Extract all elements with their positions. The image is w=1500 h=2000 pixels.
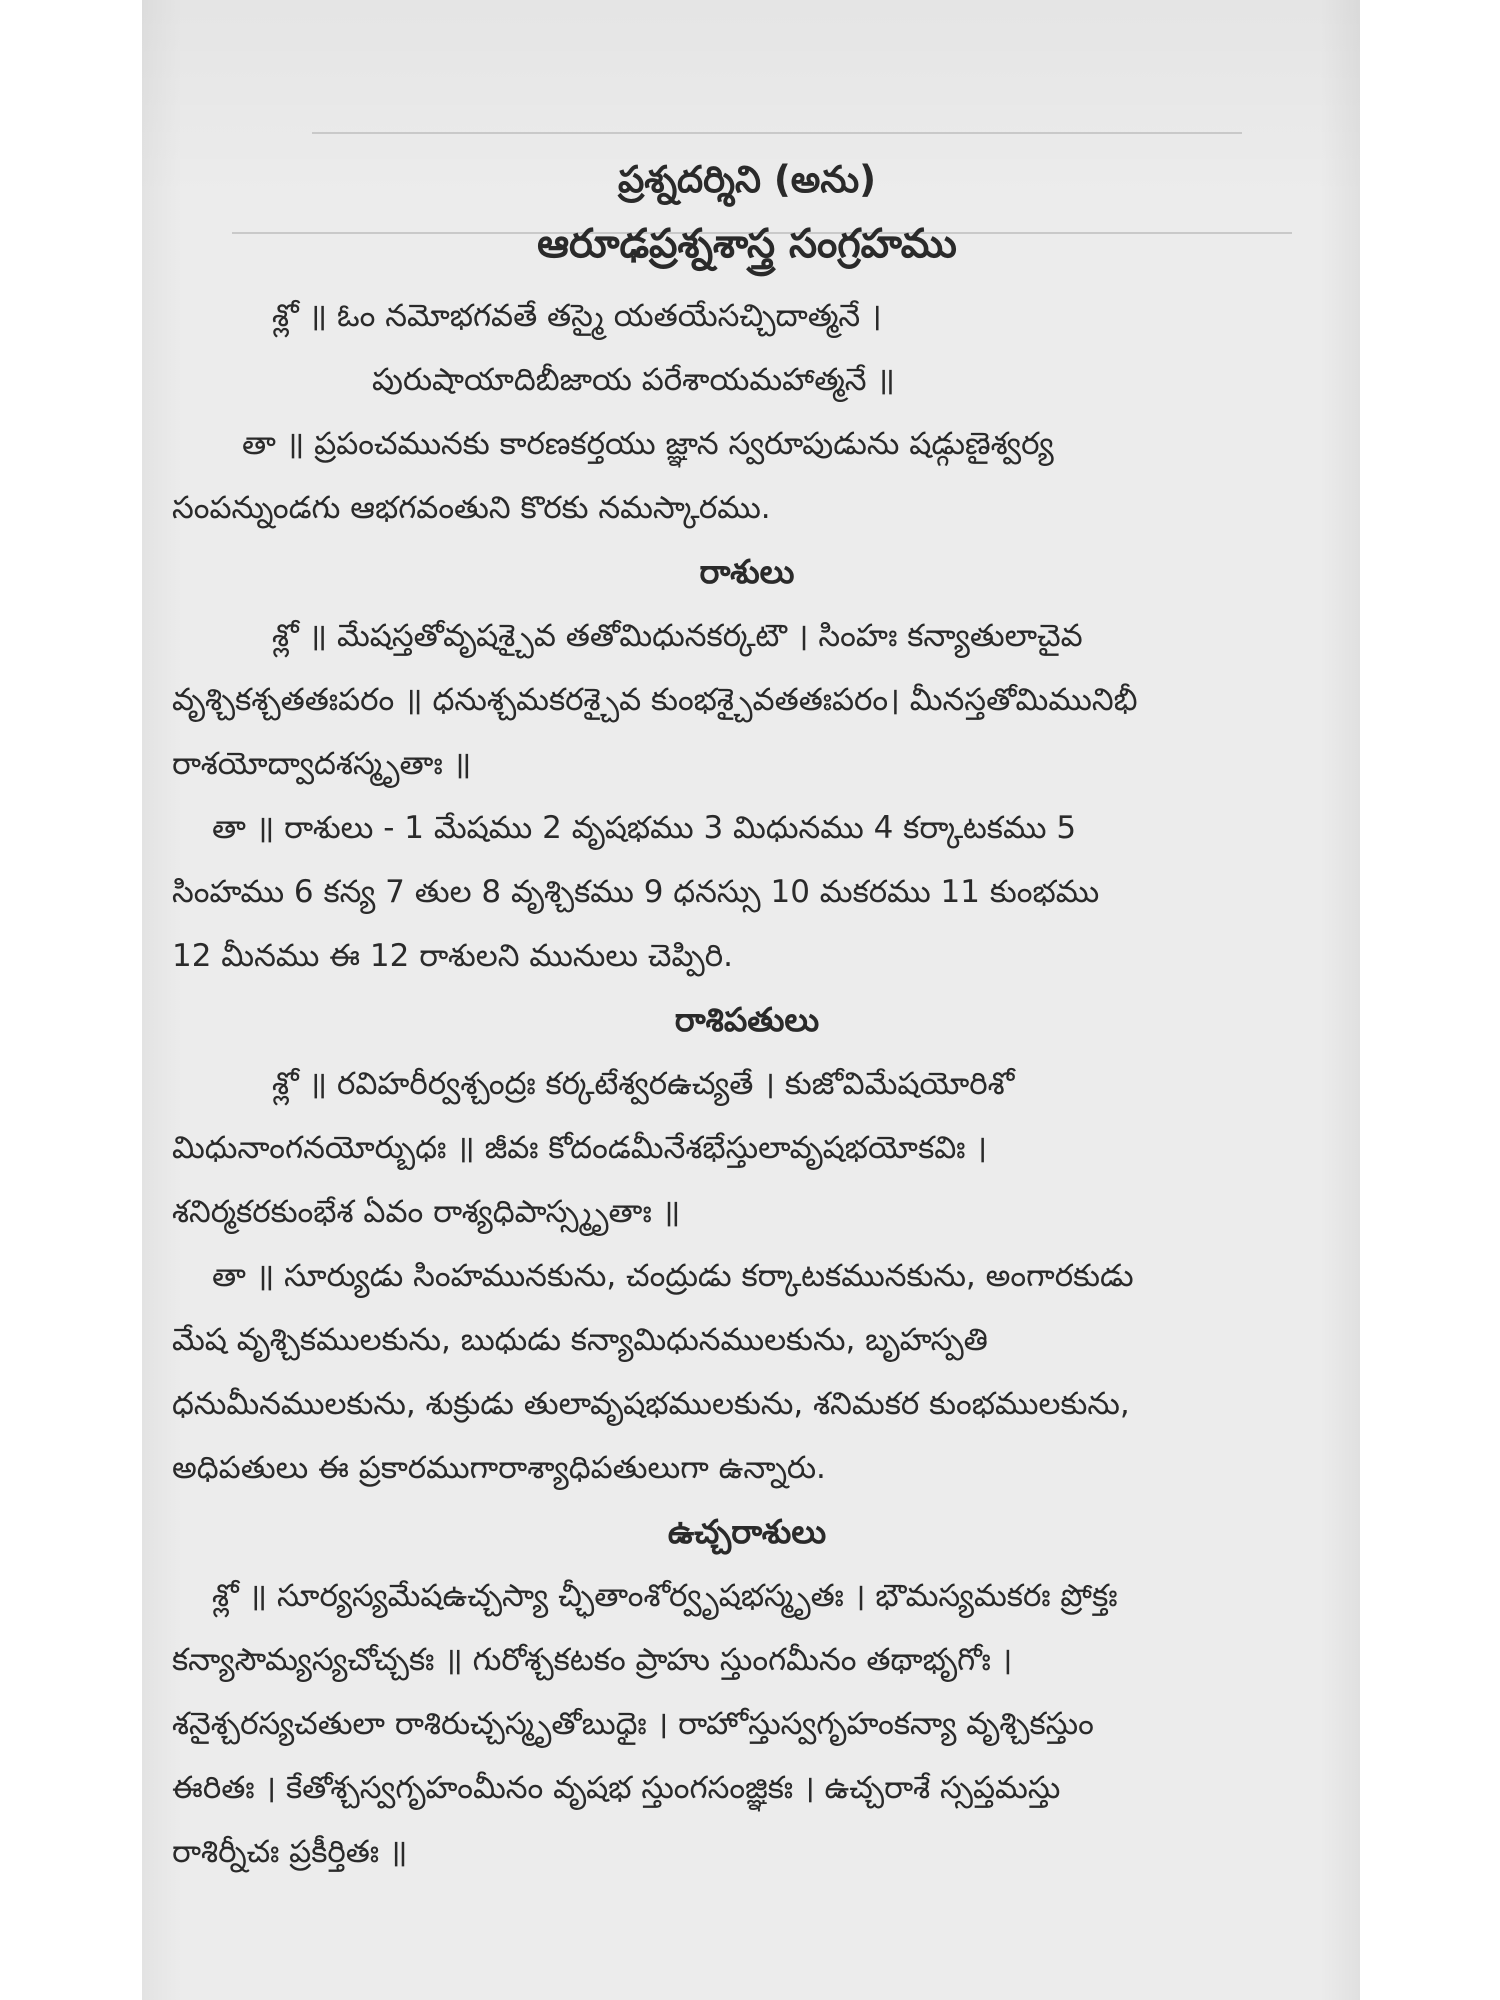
- rashulu-meaning-line: సింహము 6 కన్య 7 తుల 8 వృశ్చికము 9 ధనస్సు 10 మకరము 11 కుంభము: [172, 874, 1100, 910]
- uchcharashulu-shloka-line: రాశిర్నీచః ప్రకీర్తితః ॥: [172, 1834, 408, 1870]
- rashulu-shloka-line: రాశయోద్వాదశస్మృతాః ॥: [172, 746, 472, 782]
- section-heading-rashulu: రాశులు: [699, 552, 795, 591]
- rashulu-shloka-line: వృశ్చికశ్చతతఃపరం ॥ ధనుశ్చమకరశ్చైవ కుంభశ్చైవతతఃపరం। మీనస్తతోమిమునిభీ: [172, 682, 1138, 718]
- section-heading-rashipatulu: రాశిపతులు: [674, 1000, 820, 1039]
- page-content: [172, 150, 1322, 1884]
- uchcharashulu-shloka-line: ఈరితః । కేతోశ్చస్వగృహంమీనం వృషభ స్తుంగసంజ్ఞికః । ఉచ్చరాశే స్సప్తమస్తు: [172, 1770, 1061, 1806]
- uchcharashulu-shloka-line: కన్యాసౌమ్యస్యచోచ్చకః ॥ గురోశ్చకటకం ప్రాహు స్తుంగమీనం తథాభృగోః ।: [172, 1642, 1013, 1678]
- rashipatulu-meaning-line: అధిపతులు ఈ ప్రకారముగారాశ్యాధిపతులుగా ఉన్నారు.: [172, 1450, 826, 1486]
- invocation-shloka-line: శ్లో ॥ ఓం నమోభగవతే తస్మై యతయేసచ్చిదాత్మనే ।: [272, 298, 882, 334]
- rashipatulu-shloka-line: మిధునాంగనయోర్బుధః ॥ జీవః కోదండమీనేశభేస్తులావృషభయోకవిః ।: [172, 1130, 988, 1166]
- uchcharashulu-section: [172, 1500, 1322, 1884]
- invocation-meaning-line: సంపన్నుండగు ఆభగవంతుని కొరకు నమస్కారము.: [172, 490, 771, 526]
- rashulu-meaning-line: 12 మీనము ఈ 12 రాశులని మునులు చెప్పిరి.: [172, 938, 733, 974]
- rashulu-section: [172, 540, 1322, 988]
- page-title: ప్రశ్నదర్శిని (అను): [617, 158, 877, 201]
- rashulu-shloka-line: శ్లో ॥ మేషస్తతోవృషశ్చైవ తతోమిధునకర్కటౌ । సింహః కన్యాతులాచైవ: [272, 618, 1083, 654]
- rashipatulu-meaning-line: ధనుమీనములకును, శుక్రుడు తులావృషభములకును, శనిమకర కుంభములకును,: [172, 1386, 1130, 1422]
- page-subtitle: ఆరూఢప్రశ్నశాస్త్ర సంగ్రహము: [537, 221, 957, 267]
- rashulu-meaning-line: తా ॥ రాశులు - 1 మేషము 2 వృషభము 3 మిధునము 4 కర్కాటకము 5: [212, 810, 1077, 846]
- invocation-section: [172, 284, 1322, 540]
- rashipatulu-section: [172, 988, 1322, 1500]
- rashipatulu-shloka-line: శనిర్మకరకుంభేశ ఏవం రాశ్యధిపాస్స్మృతాః ॥: [172, 1194, 681, 1230]
- uchcharashulu-shloka-line: శ్లో ॥ సూర్యస్యమేషఉచ్చస్యా చ్ఛీతాంశోర్వృషభస్మృతః । భౌమస్యమకరః ప్రోక్తః: [212, 1578, 1118, 1614]
- rashipatulu-meaning-line: తా ॥ సూర్యుడు సింహమునకును, చంద్రుడు కర్కాటకమునకును, అంగారకుడు: [212, 1258, 1134, 1294]
- uchcharashulu-shloka-line: శనైశ్చరస్యచతులా రాశిరుచ్చస్మృతోబుధైః । రాహోస్తుస్వగృహంకన్యా వృశ్చికస్తుం: [172, 1706, 1094, 1742]
- rashipatulu-shloka-line: శ్లో ॥ రవిహరీర్వశ్చంద్రః కర్కటేశ్వరఉచ్యతే । కుజోవిమేషయోరిశో: [272, 1066, 1015, 1102]
- invocation-meaning-line: తా ॥ ప్రపంచమునకు కారణకర్తయు జ్ఞాన స్వరూపుడును షడ్గుణైశ్వర్య: [242, 426, 1054, 462]
- invocation-shloka-line: పురుషాయాదిబీజాయ పరేశాయమహాత్మనే ॥: [372, 362, 895, 398]
- header-rule-top: [312, 132, 1242, 134]
- section-heading-uchcharashulu: ఉచ్చరాశులు: [667, 1512, 827, 1551]
- rashipatulu-meaning-line: మేష వృశ్చికములకును, బుధుడు కన్యామిధునములకును, బృహస్పతి: [172, 1322, 988, 1358]
